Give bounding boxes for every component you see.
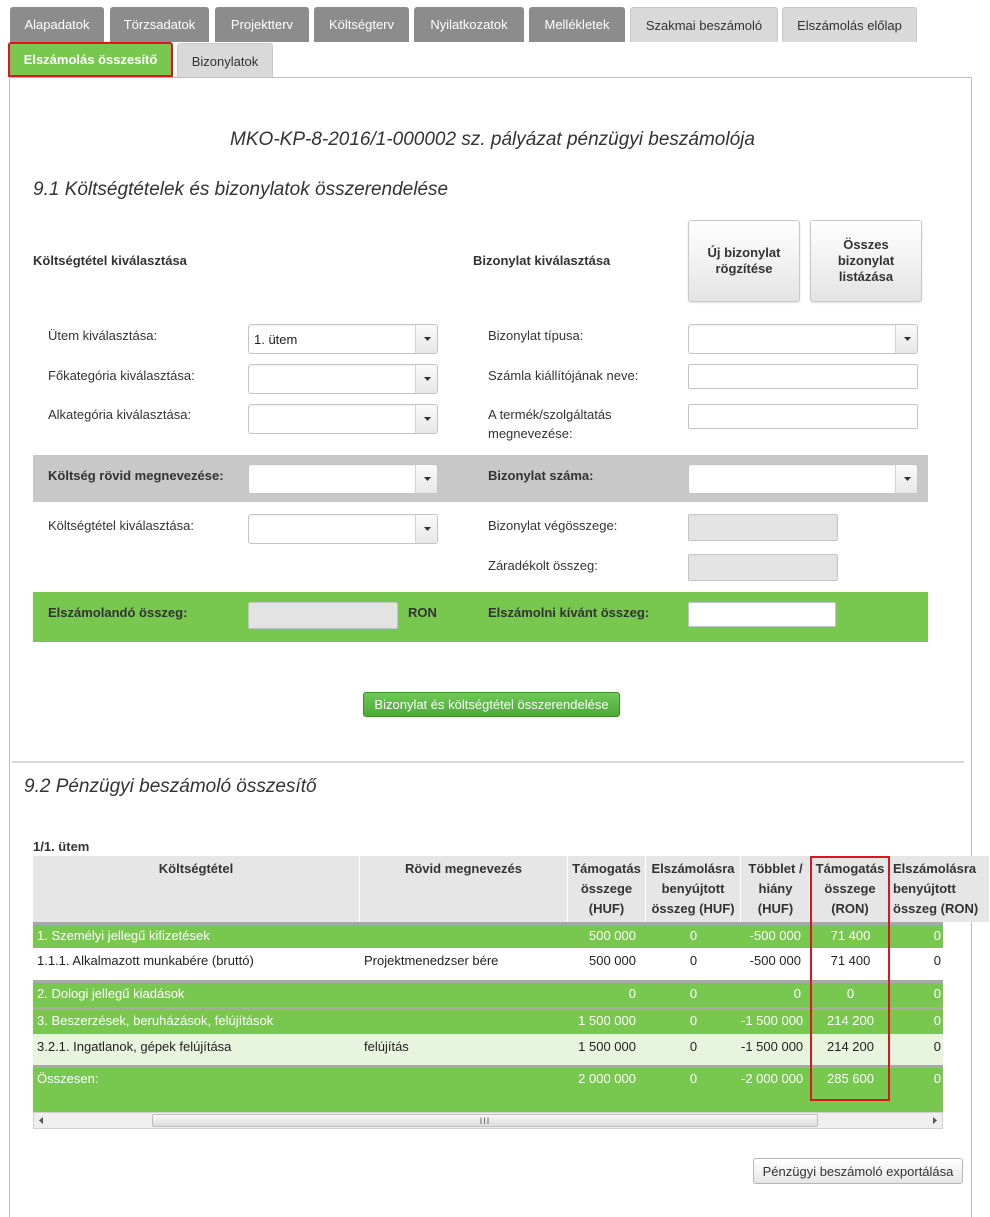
table-cell-huf: 500 000 <box>589 928 636 943</box>
voucher-type-label: Bizonylat típusa: <box>488 328 584 343</box>
voucher-number-label: Bizonylat száma: <box>488 468 594 483</box>
table-cell-sub-ron: 0 <box>933 1071 941 1086</box>
section-divider <box>12 761 964 763</box>
chevron-down-icon <box>415 325 437 353</box>
table-cell-ron: 285 600 <box>827 1071 874 1086</box>
horizontal-scrollbar[interactable] <box>33 1112 943 1129</box>
chevron-down-icon <box>415 515 437 543</box>
table-cell-huf: 500 000 <box>589 953 636 968</box>
table-cell-ron: 71 400 <box>830 953 871 968</box>
currency-label: RON <box>408 605 437 620</box>
table-cell-sub-ron: 0 <box>933 1039 941 1054</box>
tab-koltsegterv[interactable]: Költségterv <box>314 7 409 42</box>
endorsed-amount-label: Záradékolt összeg: <box>488 558 598 573</box>
list-all-vouchers-button[interactable] <box>810 220 922 302</box>
cost-short-name-label: Költség rövid megnevezése: <box>48 468 224 483</box>
table-cell-item: 1.1.1. Alkalmazott munkabére (bruttó) <box>37 953 254 968</box>
cost-item-label: Költségtétel kiválasztása: <box>48 518 194 533</box>
tab-bar <box>0 0 985 78</box>
table-row <box>33 948 943 974</box>
export-report-button[interactable]: Pénzügyi beszámoló exportálása <box>753 1158 963 1184</box>
tab-szakmai-beszamolo[interactable]: Szakmai beszámoló <box>630 7 778 42</box>
table-cell-diff: -1 500 000 <box>741 1013 804 1028</box>
stage-select[interactable] <box>248 324 438 354</box>
table-cell-sub-ron: 0 <box>933 986 941 1001</box>
tab-elszamolas-elolap[interactable]: Elszámolás előlap <box>782 7 917 42</box>
product-name-input[interactable] <box>688 404 918 429</box>
column-header-support-huf: Támogatás összege (HUF) <box>568 856 646 922</box>
table-cell-huf: 0 <box>628 986 636 1001</box>
table-cell-sub-huf: 0 <box>689 928 698 943</box>
voucher-total-label: Bizonylat végösszege: <box>488 518 618 533</box>
tab-elszamolas-osszesito[interactable]: Elszámolás összesítő <box>8 42 173 77</box>
page-title: MKO-KP-8-2016/1-000002 sz. pályázat pénzügyi beszámolója <box>230 129 755 150</box>
requested-amount-input[interactable] <box>688 602 836 627</box>
main-category-select[interactable] <box>248 364 438 394</box>
assign-voucher-button[interactable]: Bizonylat és költségtétel összerendelése <box>363 692 620 717</box>
table-cell-item: 3. Beszerzések, beruházások, felújítások <box>37 1013 274 1028</box>
voucher-selection-heading: Bizonylat kiválasztása <box>473 253 611 268</box>
table-row <box>33 1065 943 1114</box>
chevron-down-icon <box>895 325 917 353</box>
table-cell-diff: -2 000 000 <box>741 1071 804 1086</box>
scroll-right-arrow-icon[interactable] <box>931 1116 939 1125</box>
stage-label: Ütem kiválasztása: <box>48 328 158 343</box>
column-header-short-name: Rövid megnevezés <box>360 856 568 922</box>
table-cell-ron: 214 200 <box>827 1039 874 1054</box>
table-cell-sub-ron: 0 <box>933 928 941 943</box>
stage-caption: 1/1. ütem <box>33 839 90 854</box>
table-cell-ron: 0 <box>846 986 855 1001</box>
chevron-down-icon <box>415 365 437 393</box>
tab-alapadatok[interactable]: Alapadatok <box>10 7 104 42</box>
list-all-vouchers-button-label: Összes bizonylat listázása <box>837 237 895 284</box>
main-category-label: Főkategória kiválasztása: <box>48 368 195 383</box>
table-row <box>33 922 943 948</box>
table-cell-sub-huf: 0 <box>689 953 698 968</box>
subcategory-label: Alkategória kiválasztása: <box>48 407 192 422</box>
tab-nyilatkozatok[interactable]: Nyilatkozatok <box>414 7 524 42</box>
column-header-cost-item: Költségtétel <box>33 856 360 922</box>
endorsed-amount-field <box>688 554 838 581</box>
table-cell-item: 1. Személyi jellegű kifizetések <box>37 928 210 943</box>
table-cell-huf: 1 500 000 <box>578 1039 636 1054</box>
issuer-name-input[interactable] <box>688 364 918 389</box>
table-cell-diff: -500 000 <box>749 928 801 943</box>
settlement-amount-label: Elszámolandó összeg: <box>48 605 188 620</box>
scroll-grip: III <box>479 1116 491 1126</box>
table-cell-ron: 71 400 <box>830 928 871 943</box>
tab-projektterv[interactable]: Projektterv <box>215 7 309 42</box>
column-header-support-ron: Támogatás összege (RON) <box>811 856 890 922</box>
table-cell-huf: 2 000 000 <box>578 1071 636 1086</box>
voucher-total-field <box>688 514 838 541</box>
settlement-amount-field <box>248 602 398 629</box>
section-heading-summary: 9.2 Pénzügyi beszámoló összesítő <box>24 776 317 797</box>
table-cell-item: Összesen: <box>37 1071 99 1086</box>
table-cell-sub-huf: 0 <box>689 986 698 1001</box>
table-cell-sub-ron: 0 <box>933 953 941 968</box>
cost-item-selection-heading: Költségtétel kiválasztása <box>33 253 187 268</box>
table-cell-diff: 0 <box>793 986 801 1001</box>
table-row <box>33 1007 943 1034</box>
table-cell-sub-huf: 0 <box>689 1039 698 1054</box>
tab-mellekletek[interactable]: Mellékletek <box>529 7 625 42</box>
table-cell-diff: -1 500 000 <box>741 1039 804 1054</box>
table-cell-sub-ron: 0 <box>933 1013 941 1028</box>
cost-item-select[interactable] <box>248 514 438 544</box>
tab-torzsadatok[interactable]: Törzsadatok <box>110 7 209 42</box>
cost-short-name-select[interactable] <box>248 464 438 494</box>
voucher-number-select[interactable] <box>688 464 918 494</box>
chevron-down-icon <box>415 465 437 493</box>
table-cell-item: 3.2.1. Ingatlanok, gépek felújítása <box>37 1039 232 1054</box>
column-header-submitted-huf: Elszámolásra benyújtott összeg (HUF) <box>646 856 741 922</box>
issuer-name-label: Számla kiállítójának neve: <box>488 368 639 383</box>
subcategory-select[interactable] <box>248 404 438 434</box>
chevron-down-icon <box>415 405 437 433</box>
table-cell-short: Projektmenedzser bére <box>364 953 499 968</box>
tab-bizonylatok[interactable]: Bizonylatok <box>177 43 273 78</box>
scrollbar-thumb[interactable] <box>152 1114 818 1127</box>
section-heading-assignment: 9.1 Költségtételek és bizonylatok összerendelése <box>33 179 449 200</box>
table-row <box>33 1034 943 1065</box>
chevron-down-icon <box>895 465 917 493</box>
table-cell-item: 2. Dologi jellegű kiadások <box>37 986 185 1001</box>
scroll-left-arrow-icon[interactable] <box>37 1116 45 1125</box>
product-name-label: A termék/szolgáltatás megnevezése: <box>488 407 612 441</box>
table-cell-huf: 1 500 000 <box>578 1013 636 1028</box>
table-cell-ron: 214 200 <box>827 1013 874 1028</box>
new-voucher-button[interactable] <box>688 220 800 302</box>
table-cell-diff: -500 000 <box>749 953 801 968</box>
new-voucher-button-label: Új bizonylat rögzítése <box>707 245 781 276</box>
voucher-type-select[interactable] <box>688 324 918 354</box>
requested-amount-label: Elszámolni kívánt összeg: <box>488 605 650 620</box>
stage-select-value: 1. ütem <box>254 332 298 347</box>
table-cell-sub-huf: 0 <box>689 1071 698 1086</box>
summary-table <box>33 856 979 1114</box>
column-header-surplus-deficit: Többlet / hiány (HUF) <box>741 856 811 922</box>
table-cell-sub-huf: 0 <box>689 1013 698 1028</box>
table-cell-short: felújítás <box>364 1039 409 1054</box>
table-row <box>33 980 943 1007</box>
column-header-submitted-ron: Elszámolásra benyújtott összeg (RON) <box>890 856 990 922</box>
